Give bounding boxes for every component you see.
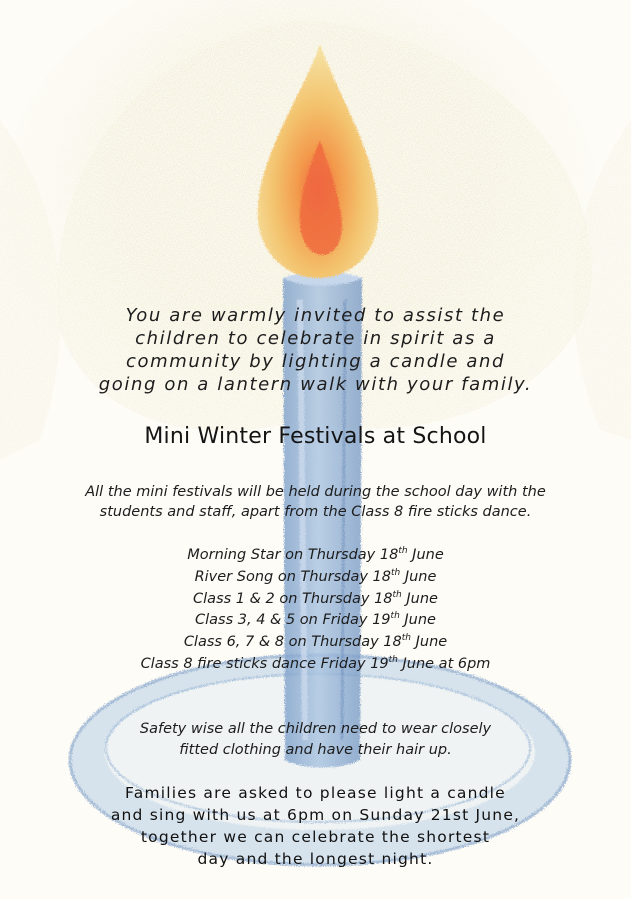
- description-line: students and staff, apart from the Class 8 fire sticks dance.: [99, 504, 532, 520]
- schedule-item: Class 3, 4 & 5 on Friday 19th June: [195, 611, 436, 629]
- schedule-item: River Song on Thursday 18th June: [194, 567, 437, 585]
- safety-line: Safety wise all the children need to wear closely: [139, 721, 492, 737]
- page-title: Mini Winter Festivals at School: [144, 424, 487, 449]
- schedule-item: Morning Star on Thursday 18th June: [187, 546, 444, 563]
- intro-line: You are warmly invited to assist the: [125, 305, 506, 326]
- intro-line: going on a lantern walk with your family.: [98, 374, 533, 395]
- families-line: together we can celebrate the shortest: [140, 828, 491, 846]
- schedule-item: Class 6, 7 & 8 on Thursday 18th June: [183, 633, 448, 651]
- families-line: day and the longest night.: [197, 850, 434, 868]
- description-line: All the mini festivals will be held during the school day with the: [85, 484, 546, 500]
- families-line: and sing with us at 6pm on Sunday 21st June,: [110, 806, 521, 824]
- festival-schedule: [0, 545, 631, 676]
- families-line: Families are asked to please light a candle: [125, 784, 506, 802]
- families-invitation: [0, 782, 631, 870]
- intro-line: community by lighting a candle and: [125, 351, 506, 372]
- intro-paragraph: [0, 304, 631, 396]
- safety-notice: [0, 719, 631, 761]
- intro-line: children to celebrate in spirit as a: [135, 328, 496, 349]
- schedule-item: Class 1 & 2 on Thursday 18th June: [193, 589, 438, 607]
- festival-description: [0, 482, 631, 522]
- safety-line: fitted clothing and have their hair up.: [179, 742, 452, 758]
- schedule-item: Class 8 fire sticks dance Friday 19th June at 6pm: [140, 655, 491, 672]
